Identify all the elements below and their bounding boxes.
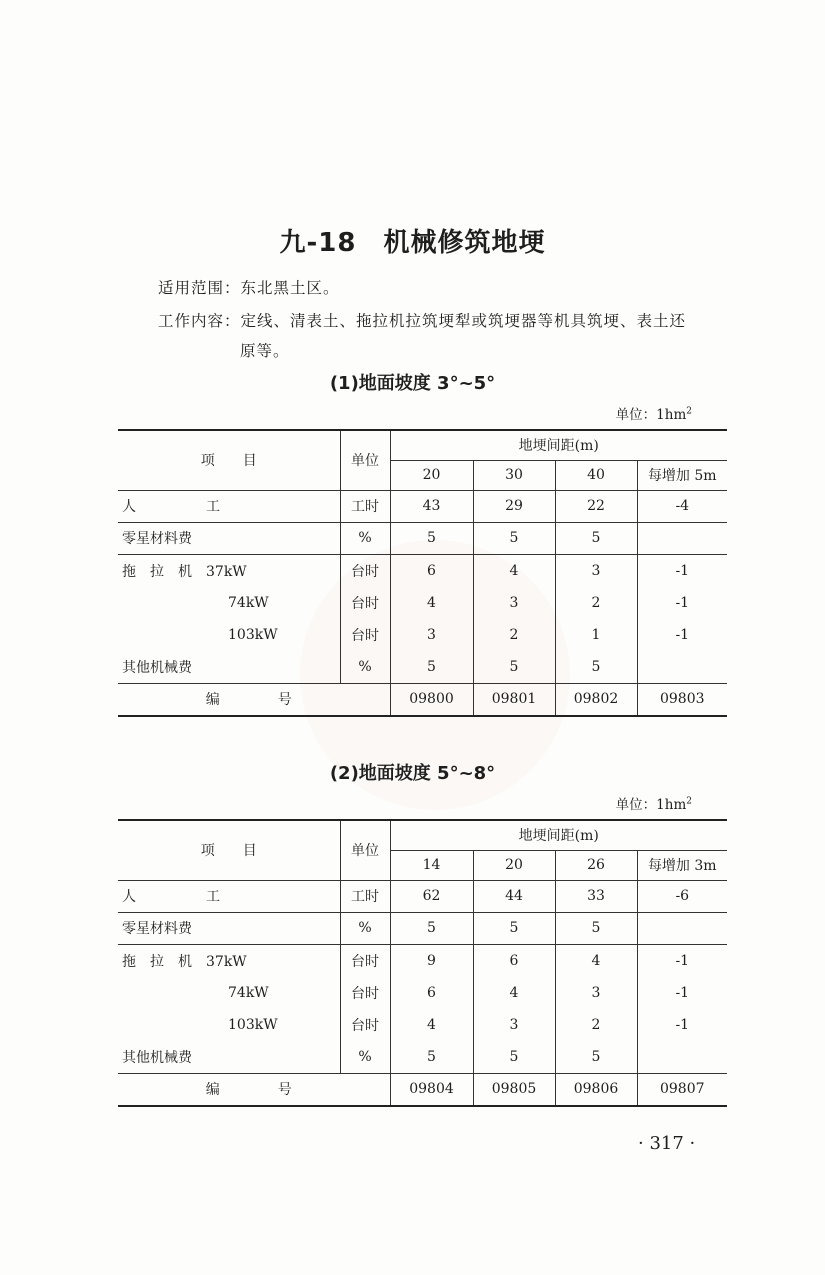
row-value: 2 bbox=[555, 1009, 637, 1041]
row-value: 3 bbox=[473, 1009, 555, 1041]
row-value: 4 bbox=[473, 554, 555, 587]
row-value: -1 bbox=[637, 977, 727, 1009]
code-label: 编 号 bbox=[118, 683, 390, 716]
row-value: 4 bbox=[473, 977, 555, 1009]
row-value: 1 bbox=[555, 619, 637, 651]
table-row bbox=[118, 587, 727, 619]
row-value: 5 bbox=[555, 1041, 637, 1073]
row-value: -1 bbox=[637, 944, 727, 977]
table1 bbox=[118, 429, 727, 717]
row-item: 103kW bbox=[118, 619, 340, 651]
table-row bbox=[118, 1009, 727, 1041]
row-value: 4 bbox=[390, 587, 473, 619]
row-item: 拖 拉 机 37kW bbox=[118, 554, 340, 587]
header-item: 项 目 bbox=[118, 820, 340, 880]
row-value: 5 bbox=[390, 651, 473, 683]
row-unit: % bbox=[340, 912, 390, 944]
header-col: 每增加 5m bbox=[637, 460, 727, 490]
row-value: -1 bbox=[637, 1009, 727, 1041]
code-value: 09800 bbox=[390, 683, 473, 716]
row-value: 4 bbox=[390, 1009, 473, 1041]
row-item: 人工 bbox=[118, 490, 340, 522]
row-item: 103kW bbox=[118, 1009, 340, 1041]
table1-unit: 单位：$1hm^2$ bbox=[615, 406, 692, 423]
row-value: 5 bbox=[555, 522, 637, 554]
row-unit: % bbox=[340, 1041, 390, 1073]
row-value: 62 bbox=[390, 880, 473, 912]
header-item: 项 目 bbox=[118, 430, 340, 490]
row-value: -6 bbox=[637, 880, 727, 912]
row-value: 5 bbox=[473, 912, 555, 944]
table-row bbox=[118, 944, 727, 977]
code-value: 09805 bbox=[473, 1073, 555, 1106]
code-row bbox=[118, 683, 727, 716]
row-value bbox=[637, 522, 727, 554]
code-value: 09807 bbox=[637, 1073, 727, 1106]
row-item: 74kW bbox=[118, 977, 340, 1009]
row-value: 3 bbox=[555, 554, 637, 587]
row-value: 33 bbox=[555, 880, 637, 912]
row-unit: % bbox=[340, 522, 390, 554]
header-col: 14 bbox=[390, 850, 473, 880]
row-item: 74kW bbox=[118, 587, 340, 619]
table2-unit: 单位：$1hm^2$ bbox=[615, 796, 692, 813]
table-row bbox=[118, 912, 727, 944]
row-value: 2 bbox=[473, 619, 555, 651]
header-unit: 单位 bbox=[340, 430, 390, 490]
row-value: -1 bbox=[637, 619, 727, 651]
code-value: 09802 bbox=[555, 683, 637, 716]
code-value: 09804 bbox=[390, 1073, 473, 1106]
row-value: 6 bbox=[390, 977, 473, 1009]
row-value: 6 bbox=[473, 944, 555, 977]
header-group: 地埂间距(m) bbox=[390, 430, 727, 460]
code-value: 09803 bbox=[637, 683, 727, 716]
header-col: 20 bbox=[390, 460, 473, 490]
row-value bbox=[637, 651, 727, 683]
row-unit: 工时 bbox=[340, 880, 390, 912]
table1-title: (1)地面坡度 3°~5° bbox=[329, 373, 496, 394]
header-col: 20 bbox=[473, 850, 555, 880]
row-item: 人工 bbox=[118, 880, 340, 912]
table-row bbox=[118, 977, 727, 1009]
table-row bbox=[118, 490, 727, 522]
work-content-line: 工作内容：定线、清表土、拖拉机拉筑埂犁或筑埂器等机具筑埂、表土还 bbox=[158, 312, 687, 330]
row-value: 3 bbox=[473, 587, 555, 619]
header-group: 地埂间距(m) bbox=[390, 820, 727, 850]
row-value: 43 bbox=[390, 490, 473, 522]
work-content-continued: 原等。 bbox=[240, 342, 290, 360]
row-item: 其他机械费 bbox=[118, 1041, 340, 1073]
page-title: 九-18 机械修筑地埂 bbox=[279, 228, 546, 258]
row-value: 29 bbox=[473, 490, 555, 522]
row-unit: 台时 bbox=[340, 944, 390, 977]
table-row bbox=[118, 619, 727, 651]
row-value: 5 bbox=[473, 651, 555, 683]
table-row bbox=[118, 522, 727, 554]
table2-title: (2)地面坡度 5°~8° bbox=[329, 763, 496, 784]
table-row bbox=[118, 554, 727, 587]
header-col: 26 bbox=[555, 850, 637, 880]
row-unit: 台时 bbox=[340, 619, 390, 651]
row-unit: 台时 bbox=[340, 977, 390, 1009]
row-value: 2 bbox=[555, 587, 637, 619]
code-row bbox=[118, 1073, 727, 1106]
row-item: 零星材料费 bbox=[118, 912, 340, 944]
row-unit: 工时 bbox=[340, 490, 390, 522]
table-row bbox=[118, 651, 727, 683]
header-col: 40 bbox=[555, 460, 637, 490]
row-value: 5 bbox=[555, 651, 637, 683]
row-value: 5 bbox=[390, 912, 473, 944]
row-unit: 台时 bbox=[340, 587, 390, 619]
row-unit: 台时 bbox=[340, 1009, 390, 1041]
row-value bbox=[637, 912, 727, 944]
scope-line: 适用范围：东北黑土区。 bbox=[158, 279, 340, 297]
page-number: · 317 · bbox=[638, 1133, 696, 1154]
row-item: 拖 拉 机 37kW bbox=[118, 944, 340, 977]
row-value: 5 bbox=[473, 522, 555, 554]
row-value bbox=[637, 1041, 727, 1073]
row-value: 3 bbox=[390, 619, 473, 651]
row-value: -1 bbox=[637, 554, 727, 587]
row-value: 5 bbox=[555, 912, 637, 944]
row-value: 3 bbox=[555, 977, 637, 1009]
table2 bbox=[118, 819, 727, 1107]
row-item: 其他机械费 bbox=[118, 651, 340, 683]
row-value: 4 bbox=[555, 944, 637, 977]
table-row bbox=[118, 1041, 727, 1073]
row-value: 22 bbox=[555, 490, 637, 522]
row-unit: % bbox=[340, 651, 390, 683]
code-value: 09806 bbox=[555, 1073, 637, 1106]
header-col: 30 bbox=[473, 460, 555, 490]
code-value: 09801 bbox=[473, 683, 555, 716]
header-col: 每增加 3m bbox=[637, 850, 727, 880]
row-value: -1 bbox=[637, 587, 727, 619]
table-row bbox=[118, 880, 727, 912]
row-value: 9 bbox=[390, 944, 473, 977]
row-value: 5 bbox=[390, 1041, 473, 1073]
row-value: 6 bbox=[390, 554, 473, 587]
header-unit: 单位 bbox=[340, 820, 390, 880]
row-item: 零星材料费 bbox=[118, 522, 340, 554]
row-value: 44 bbox=[473, 880, 555, 912]
code-label: 编 号 bbox=[118, 1073, 390, 1106]
row-unit: 台时 bbox=[340, 554, 390, 587]
row-value: 5 bbox=[473, 1041, 555, 1073]
row-value: -4 bbox=[637, 490, 727, 522]
row-value: 5 bbox=[390, 522, 473, 554]
